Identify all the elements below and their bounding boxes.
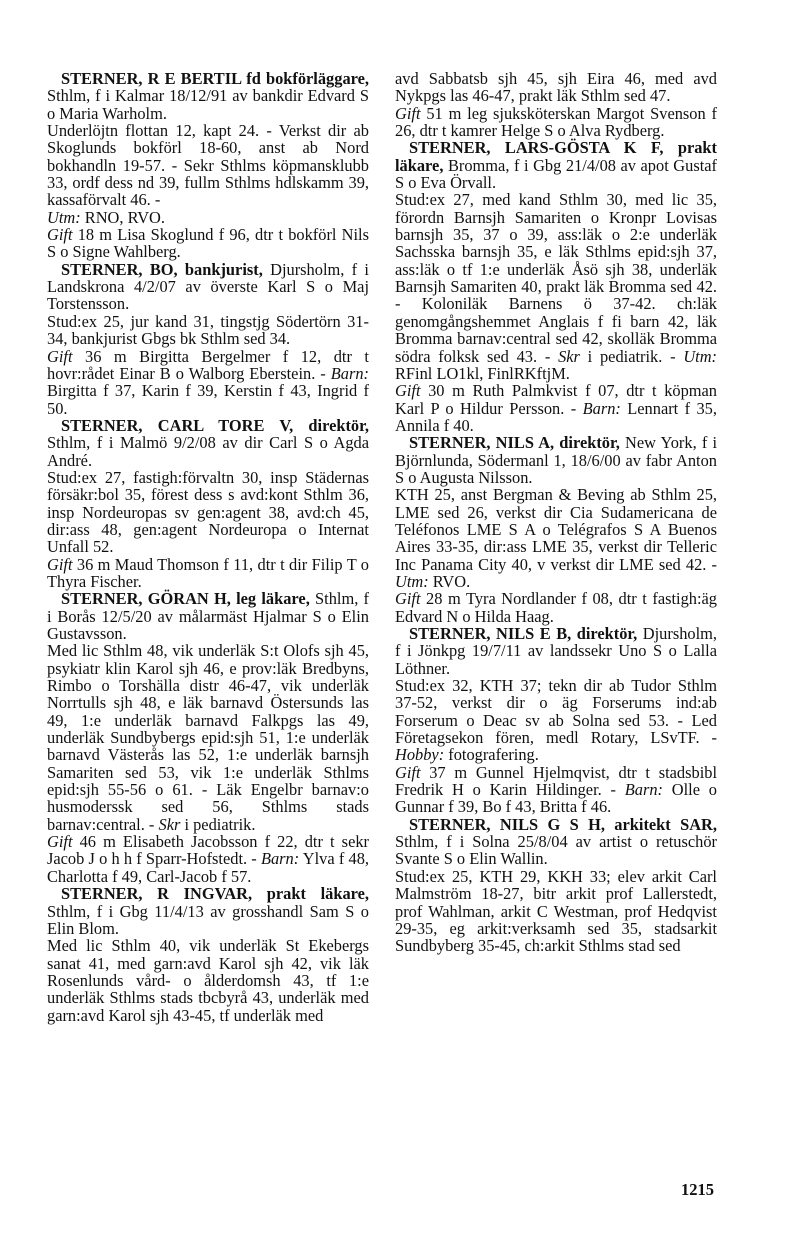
field-label: Barn: [582,398,621,418]
field-label: Barn: [624,780,663,800]
field-text: Lennart f 35, Annila f 40. [395,398,717,435]
field-label: Gift [47,832,73,852]
paragraph-text: Stud:ex 27, med kand Sthlm 30, med lic 35, förordn Barnsjh Samariten o Kronpr Lovisas barnsjh 35, 37 o 39, ass:läk o 2:e underläk Sachsska barnsjh 35, e läk Sthlms epid:sjh 37, ass:läk o tf 1:e underläk Åsö sjh 38, underläk Barnsjh Samariten 40, prakt läk Bromma sed 42. - Koloniläk Barnens ö 37-42. ch:läk genomgångshemmet Anglais f fi barn 42, läk Bromma barnav:central sed 42, skolläk Bromma södra folksk sed 43. - [395,190,717,366]
field-label: Gift [47,554,73,574]
entry-field [395,105,717,140]
entry-paragraph [395,486,717,590]
directory-entry [47,70,369,122]
paragraph-text: Stud:ex 25, jur kand 31, tingstjg Södertörn 31-34, bankjurist Gbgs bk Sthlm sed 34. [47,311,369,349]
field-label: Hobby: [395,745,445,765]
paragraph-text: KTH 25, anst Bergman & Beving ab Sthlm 25, LME sed 26, verkst dir Cia Sudamericana de Teléfonos LME S A o Telégrafos S A Buenos Aires 33-35, dir:ass LME 35, verkst dir Telleric Inc Panama City 40, v verkst dir LME sed 42. - [395,485,717,574]
field-text: Olle o Gunnar f 39, Bo f 43, Britta f 46. [395,780,717,817]
entry-intro: Djursholm, f i Landskrona 4/2/07 av överste Karl S o Maj Torstensson. [47,259,369,314]
entry-intro: Sthlm, f i Solna 25/8/04 av artist o retuschör Svante S o Elin Wallin. [395,832,717,869]
entry-header: STERNER, LARS-GÖSTA K F, prakt läkare, [395,138,717,175]
field-text: 28 m Tyra Nordlander f 08, dtr t fastigh:äg Edvard N o Hilda Haag. [395,589,717,626]
field-text: Birgitta f 37, Karin f 39, Kerstin f 43, Ingrid f 50. [47,381,369,418]
directory-entry [47,261,369,313]
entry-intro: Djursholm, f i Jönkpg 19/7/11 av landssekr Uno S o Lalla Löthner. [395,624,718,678]
entry-paragraph [47,937,369,1024]
left-column [47,70,369,1024]
field-text: fotografering. [444,745,539,765]
field-label: Utm: [683,346,717,366]
entry-paragraph [395,191,717,382]
field-label: Barn: [330,363,369,383]
field-text: 36 m Maud Thomson f 11, dtr t dir Filip T o Thyra Fischer. [47,554,369,591]
paragraph-text: Underlöjtn flottan 12, kapt 24. - Verkst dir ab Skoglunds bokförl 18-60, anst ab Nord bokhandln 19-57. - Sekr Sthlms köpmansklubb 33, ordf dess nd 39, fullm Sthlms hdlskamm 39, kassaförvalt 46. - [47,121,369,210]
field-text: RNO, RVO. [80,207,165,227]
field-text: 36 m Birgitta Bergelmer f 12, dtr t hovr:rådet Einar B o Walborg Eberstein. - [47,346,369,383]
field-label: Gift [47,346,73,366]
directory-entry [47,885,369,937]
entry-intro: New York, f i Björnlunda, Södermanl 1, 18/6/00 av fabr Anton S o Augusta Nilsson. [395,433,717,487]
entry-paragraph [47,122,369,209]
field-label: Gift [395,762,421,782]
field-text: 18 m Lisa Skoglund f 96, dtr t bokförl Nils S o Signe Wahlberg. [47,225,369,262]
entry-header: STERNER, CARL TORE V, direktör, [61,415,369,435]
entry-paragraph [47,469,369,556]
field-text: 30 m Ruth Palmkvist f 07, dtr t köpman Karl P o Hildur Persson. - [395,381,717,418]
entry-field [395,764,717,816]
entry-paragraph [395,868,717,955]
directory-entry [47,417,369,469]
field-text: 51 m leg sjuksköterskan Margot Svenson f 26, dtr t kamrer Helge S o Alva Rydberg. [395,103,717,141]
paragraph-text: Stud:ex 25, KTH 29, KKH 33; elev arkit Carl Malmström 18-27, bitr arkit prof Lallerstedt, prof Wahlman, arkit C Westman, prof Hedqvist 29-35, eg arkit:verksamh sed 35, stadsarkit Sundbyberg 35-45, ch:arkit Sthlms stad sed [395,866,717,956]
entry-intro: Sthlm, f i Kalmar 18/12/91 av bankdir Edvard S o Maria Warholm. [47,86,369,123]
entry-field [47,833,369,885]
field-label: Gift [47,225,73,245]
field-label: Gift [395,589,421,609]
directory-entry [47,590,369,642]
directory-entry [395,816,717,868]
field-label: Skr [158,814,181,834]
field-text: Ylva f 48, Charlotta f 49, Carl-Jacob f 57. [47,849,369,886]
entry-paragraph [47,313,369,348]
paragraph-text: Med lic Sthlm 48, vik underläk S:t Olofs sjh 45, psykiatr klin Karol sjh 46, e prov:läk Bredbyns, Rimbo o Torshälla distr 46-47, vik underläk Norrtulls sjh 48, e läk barnavd Östersunds las 49, 1:e underläk barnavd Falkpgs las 49, underläk Sundbybergs epid:sjh 51, 1:e underläk barnavd Västerås las 52, 1:e underläk barnsjh Samariten sed 53, vik 1:e underläk Sthlms epid:sjh 55-56 o 61. - Läk Engelbr barnav:o husmoderssk sed 56, Sthlms stads barnav:central. - [47,641,369,834]
paragraph-text: Stud:ex 32, KTH 37; tekn dir ab Tudor Sthlm 37-52, verkst dir o äg Forserums ind:ab Forserum o Deac sv ab Solna sed 53. - Led Företagsekon fören, medl Rotary, LSvTF. - [395,676,717,748]
paragraph-text: Stud:ex 27, fastigh:förvaltn 30, insp Städernas försäkr:bol 35, förest dess s avd:kont Sthlm 36, insp Nordeuropas sv gen:agent 38, avd:ch 45, dir:ass 48, gen:agent Nordeuropa o Internat Unfall 52. [47,467,369,557]
field-label: Gift [395,103,421,123]
entry-field [395,590,717,625]
field-label: Utm: [395,571,429,591]
entry-paragraph [395,70,717,105]
page-number: 1215 [681,1180,714,1199]
right-column [395,70,717,955]
entry-intro: Bromma, f i Gbg 21/4/08 av apot Gustaf S o Eva Örvall. [395,155,717,193]
entry-header: STERNER, R E BERTIL fd bokförläggare, [61,69,369,88]
entry-intro: Sthlm, f i Borås 12/5/20 av målarmäst Hjalmar S o Elin Gustavsson. [47,589,370,643]
entry-paragraph [395,677,717,764]
field-text: RVO. [428,571,471,591]
field-label: Gift [395,381,421,401]
field-text: 37 m Gunnel Hjelmqvist, dtr t stadsbibl Fredrik H o Karin Hildinger. - [395,762,717,800]
entry-header: STERNER, NILS E B, direktör, [409,624,638,643]
entry-header: STERNER, NILS A, direktör, [409,433,620,453]
entry-intro: Sthlm, f i Malmö 9/2/08 av dir Carl S o Agda André. [47,433,369,470]
entry-header: STERNER, R INGVAR, prakt läkare, [61,884,369,904]
field-text: RFinl LO1kl, FinlRKftjM. [395,363,570,383]
entry-paragraph [47,642,369,833]
entry-intro: Sthlm, f i Gbg 11/4/13 av grosshandl Sam S o Elin Blom. [47,901,369,938]
directory-entry [395,625,717,677]
entry-field [47,226,369,261]
field-label: Utm: [47,207,81,227]
paragraph-text: Med lic Sthlm 40, vik underläk St Ekebergs sanat 41, med garn:avd Karol sjh 42, vik läk Rosenlunds vård- o ålderdomsh 43, tf 1:e underläk Sthlms stads tbcbyrå 43, underläk med garn:avd Karol sjh 43-45, tf underläk med [47,936,369,1025]
field-text: i pediatrik. [180,814,256,834]
entry-header: STERNER, BO, bankjurist, [61,259,263,279]
entry-field [47,556,369,591]
entry-field [47,348,369,417]
directory-entry [395,434,717,486]
directory-entry [395,139,717,191]
field-label: Barn: [260,849,300,869]
entry-header: STERNER, GÖRAN H, leg läkare, [61,589,310,609]
entry-field [395,382,717,434]
field-text: i pediatrik. - [579,346,676,366]
paragraph-text: avd Sabbatsb sjh 45, sjh Eira 46, med avd Nykpgs las 46-47, prakt läk Sthlm sed 47. [395,69,717,106]
entry-header: STERNER, NILS G S H, arkitekt SAR, [409,814,717,834]
entry-field [47,209,369,226]
field-text: 46 m Elisabeth Jacobsson f 22, dtr t sekr Jacob J o h h f Sparr-Hofstedt. - [47,832,369,869]
field-label: Skr [558,346,580,366]
